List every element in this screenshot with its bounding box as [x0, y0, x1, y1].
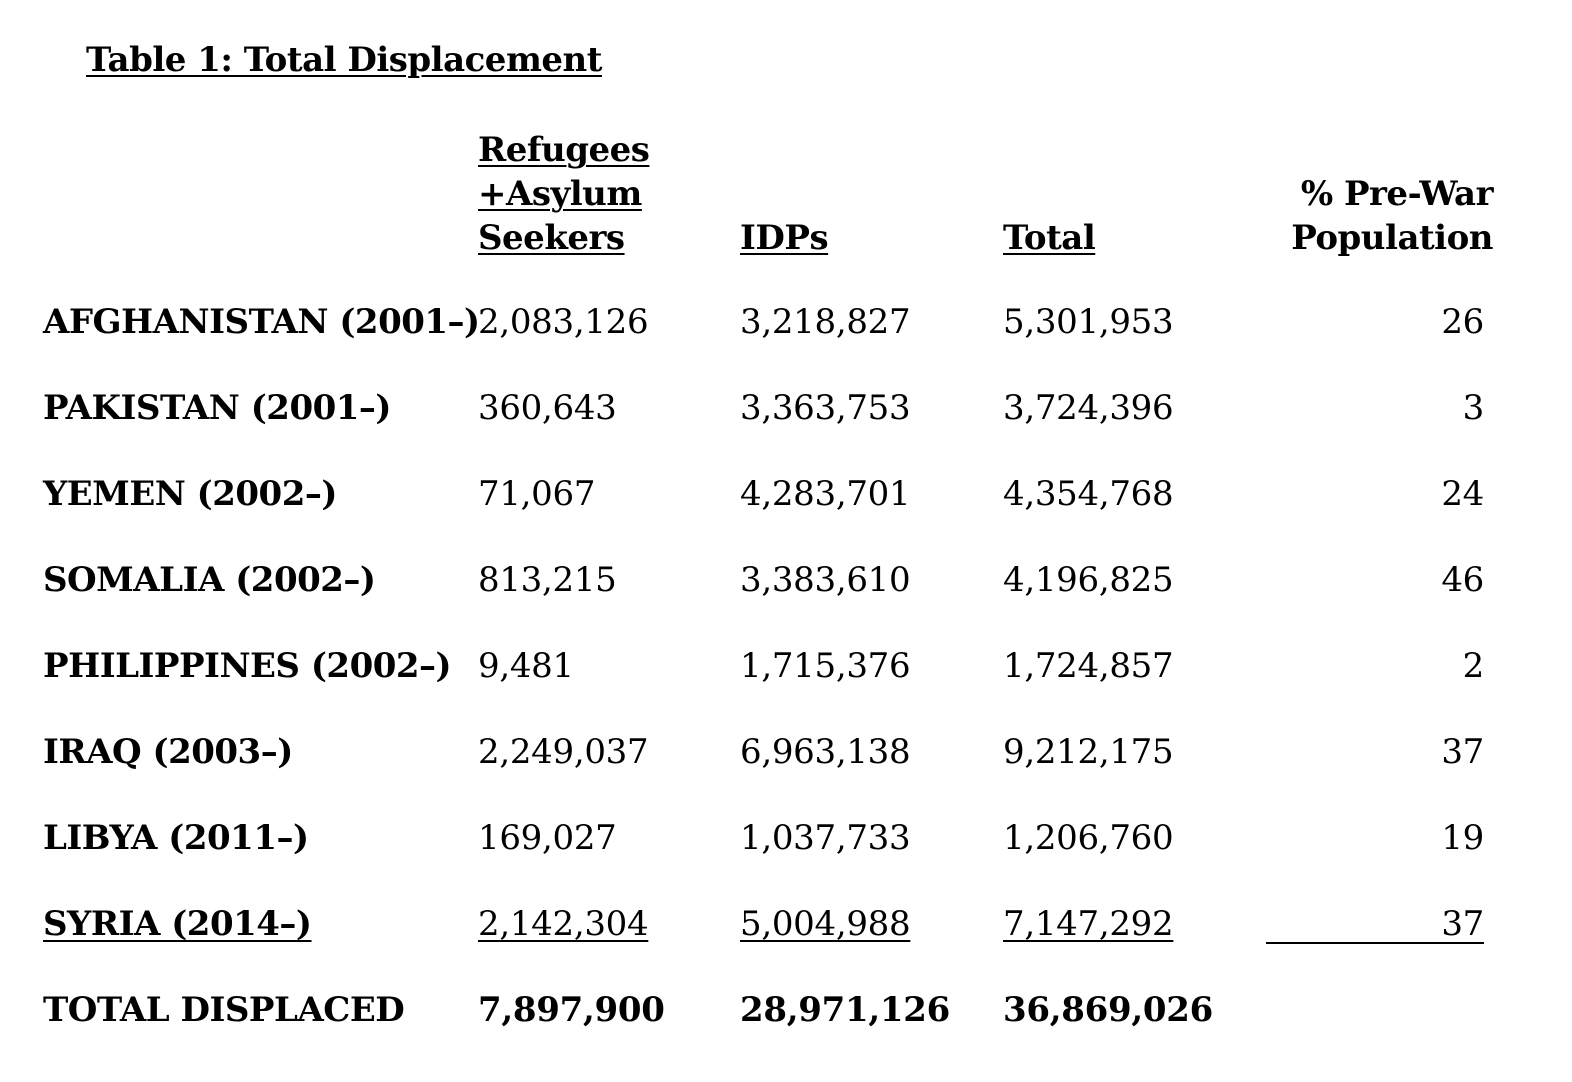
totals-idps: 28,971,126	[740, 990, 950, 1030]
idps-cell: 1,037,733	[740, 818, 911, 858]
table-row	[0, 644, 1572, 730]
country-cell: SOMALIA (2002–)	[43, 560, 376, 600]
country-cell: LIBYA (2011–)	[43, 818, 309, 858]
totals-label: TOTAL DISPLACED	[43, 990, 405, 1030]
table-row	[0, 300, 1572, 386]
refugees-cell: 9,481	[478, 646, 574, 686]
header-pct-line-2: Population	[1291, 218, 1493, 258]
table-row	[0, 386, 1572, 472]
table-row	[0, 902, 1572, 988]
header-refugees-line-2: +Asylum	[478, 174, 642, 214]
header-refugees-line-1: Refugees	[478, 130, 650, 170]
total-cell: 4,354,768	[1003, 474, 1174, 514]
header-pct-line-1: % Pre-War	[1300, 174, 1493, 214]
total-cell: 4,196,825	[1003, 560, 1174, 600]
header-idps	[740, 216, 828, 260]
pct-cell: 19	[1441, 818, 1484, 858]
pct-cell: 46	[1441, 560, 1484, 600]
pct-cell: 37	[1441, 732, 1484, 772]
totals-refugees: 7,897,900	[478, 990, 665, 1030]
pct-cell: 37	[1441, 904, 1484, 944]
pct-cell: 2	[1462, 646, 1484, 686]
refugees-cell: 2,083,126	[478, 302, 649, 342]
idps-cell: 6,963,138	[740, 732, 911, 772]
header-refugees-line-3: Seekers	[478, 218, 625, 258]
table-body	[0, 300, 1572, 1074]
totals-row	[0, 988, 1572, 1074]
total-cell: 7,147,292	[1003, 904, 1174, 944]
country-cell: PHILIPPINES (2002–)	[43, 646, 452, 686]
header-pct-prewar	[1291, 172, 1493, 260]
total-cell: 1,206,760	[1003, 818, 1174, 858]
table-row	[0, 558, 1572, 644]
refugees-cell: 813,215	[478, 560, 617, 600]
header-total-label: Total	[1003, 218, 1096, 258]
header-idps-label: IDPs	[740, 218, 829, 258]
country-cell: YEMEN (2002–)	[43, 474, 337, 514]
table-row	[0, 472, 1572, 558]
refugees-cell: 169,027	[478, 818, 617, 858]
table-row	[0, 730, 1572, 816]
country-cell: AFGHANISTAN (2001–)	[43, 302, 480, 342]
idps-cell: 3,218,827	[740, 302, 911, 342]
idps-cell: 5,004,988	[740, 904, 911, 944]
pct-cell: 26	[1441, 302, 1484, 342]
refugees-cell: 2,249,037	[478, 732, 649, 772]
pct-cell: 24	[1441, 474, 1484, 514]
total-cell: 1,724,857	[1003, 646, 1174, 686]
table-row	[0, 816, 1572, 902]
header-refugees	[478, 128, 649, 260]
total-cell: 5,301,953	[1003, 302, 1174, 342]
idps-cell: 4,283,701	[740, 474, 911, 514]
refugees-cell: 2,142,304	[478, 904, 649, 944]
pct-cell: 3	[1462, 388, 1484, 428]
refugees-cell: 360,643	[478, 388, 617, 428]
totals-total: 36,869,026	[1003, 990, 1213, 1030]
country-cell: IRAQ (2003–)	[43, 732, 293, 772]
table-title: Table 1: Total Displacement	[86, 40, 602, 80]
idps-cell: 1,715,376	[740, 646, 911, 686]
refugees-cell: 71,067	[478, 474, 596, 514]
idps-cell: 3,383,610	[740, 560, 911, 600]
total-cell: 3,724,396	[1003, 388, 1174, 428]
idps-cell: 3,363,753	[740, 388, 911, 428]
header-total	[1003, 216, 1095, 260]
country-cell: SYRIA (2014–)	[43, 904, 312, 944]
total-cell: 9,212,175	[1003, 732, 1174, 772]
country-cell: PAKISTAN (2001–)	[43, 388, 392, 428]
